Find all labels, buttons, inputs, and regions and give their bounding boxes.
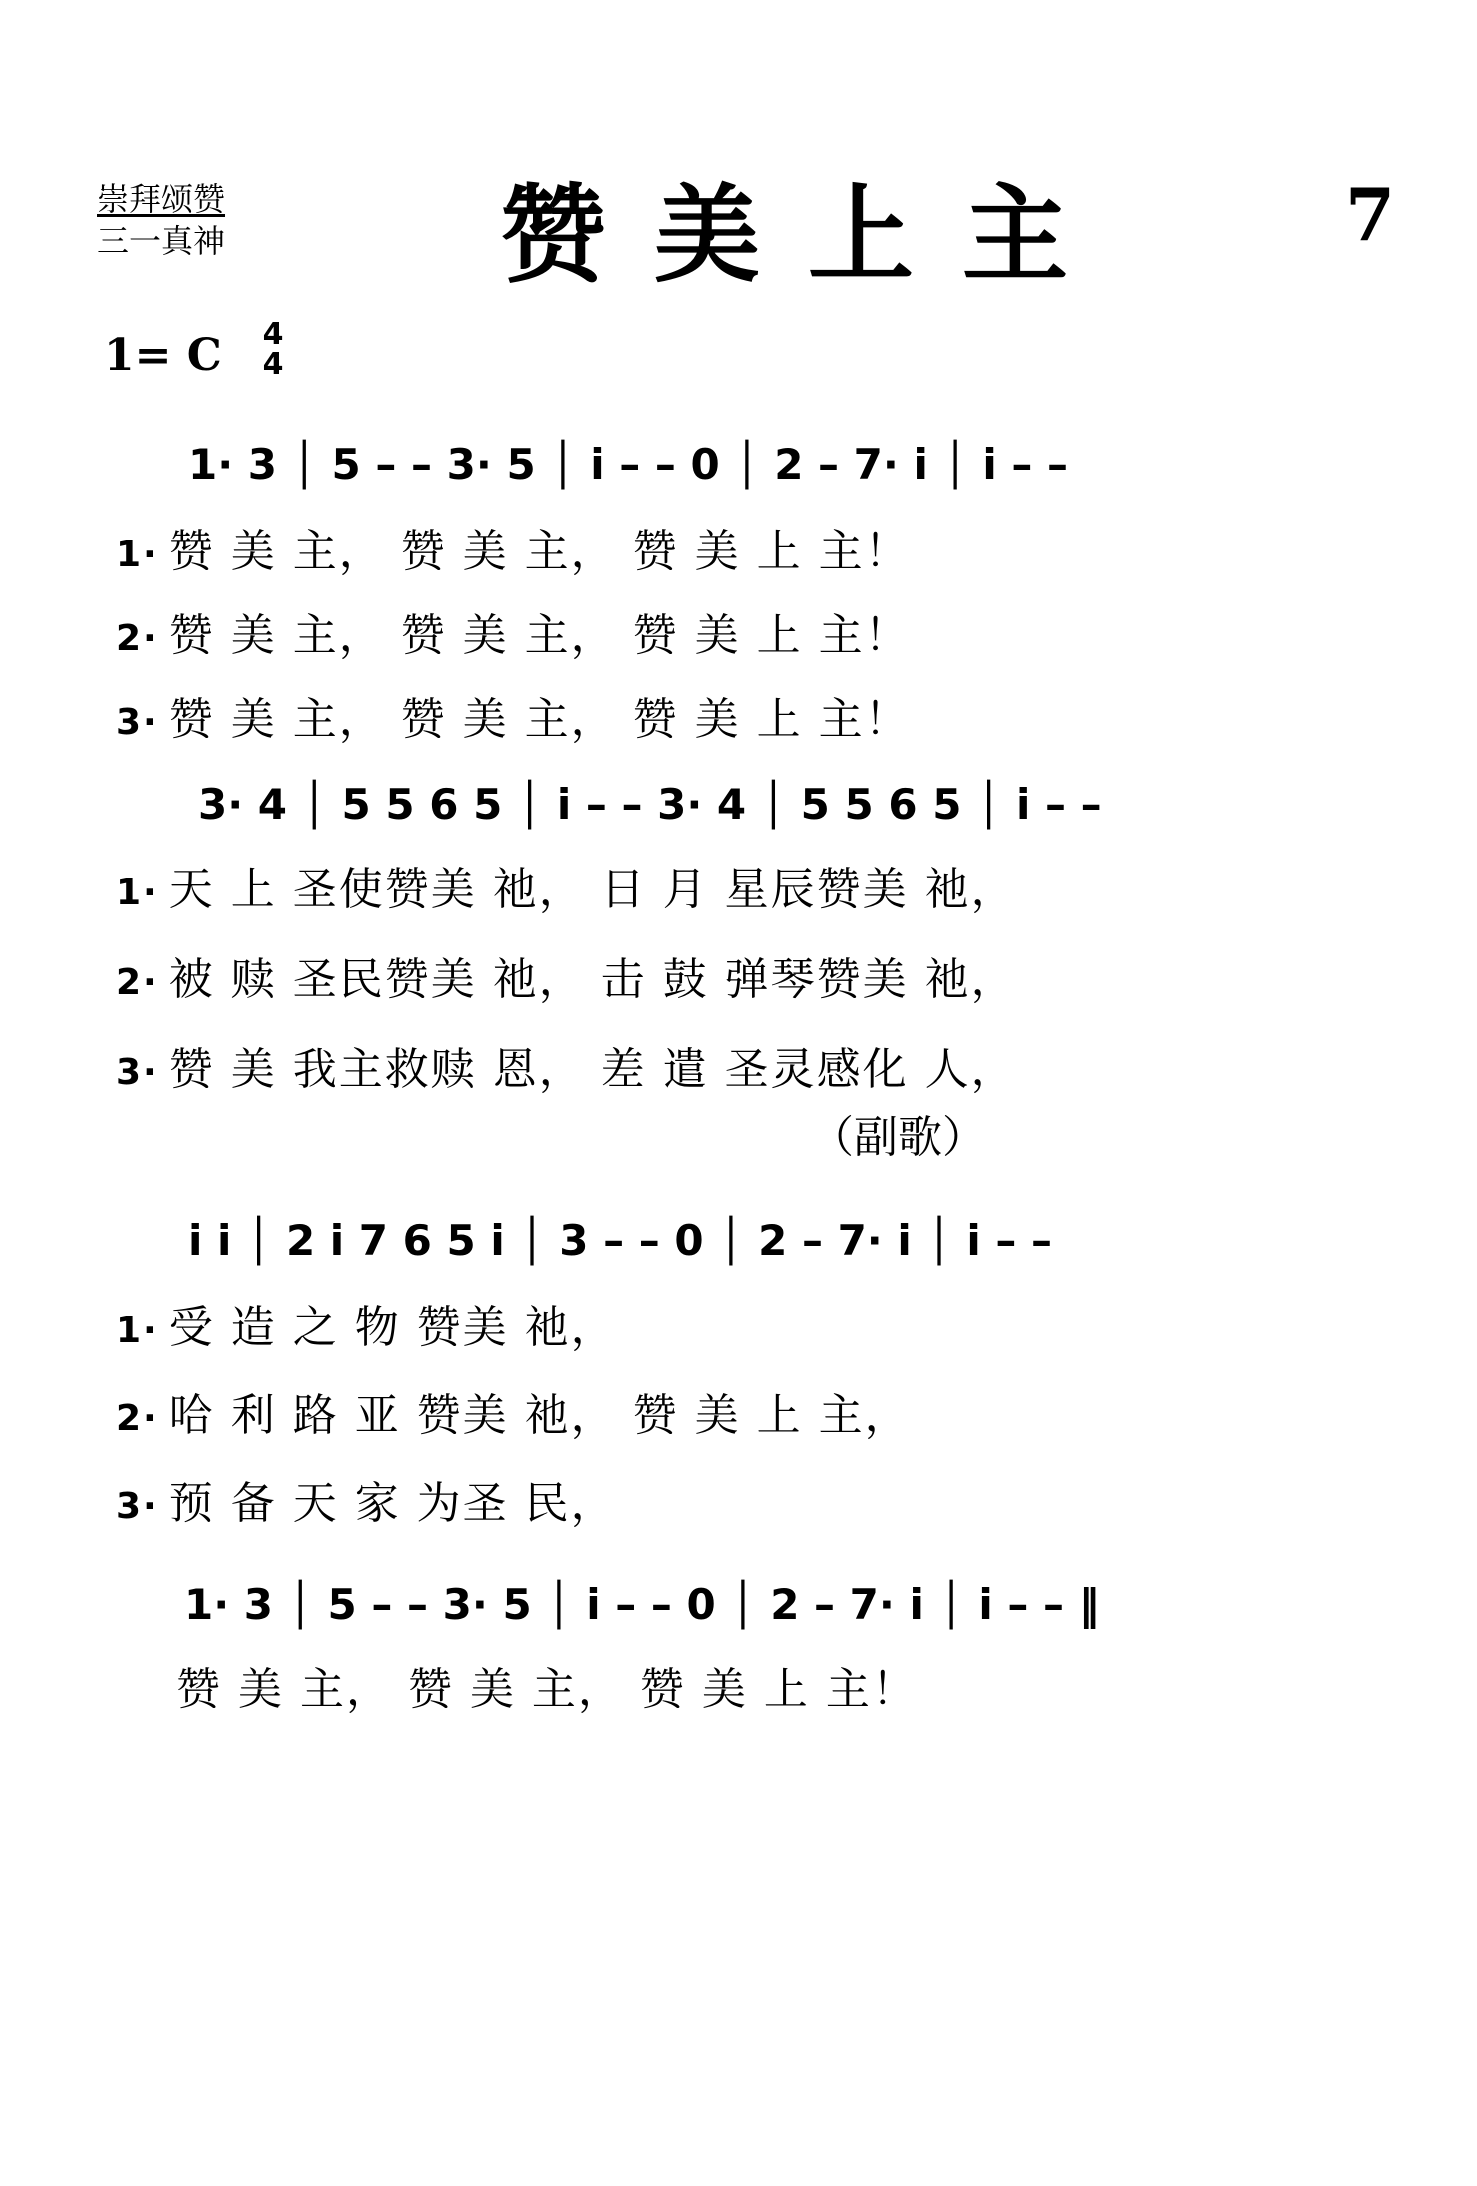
verse-number: 3· [116,1052,159,1093]
verse-number: 1· [116,872,159,913]
notation-line-3: i i │ 2 i 7 6 5 i │ 3 – – 0 │ 2 – 7· i │ i – – [188,1216,1052,1265]
lyric-text: 哈 利 路 亚 赞美 祂， 赞 美 上 主， [168,1390,911,1441]
notation-line-1: 1· 3 │ 5 – – 3· 5 │ i – – 0 │ 2 – 7· i │ i – – [188,440,1069,489]
lyric-text: 赞 美 主， 赞 美 主， 赞 美 上 主！ [168,610,911,661]
chorus-label: （副歌） [810,1112,986,1163]
notation-line-4: 1· 3 │ 5 – – 3· 5 │ i – – 0 │ 2 – 7· i │ i – – ‖ [184,1580,1100,1629]
verse-number: 2· [116,618,159,659]
verse-number: 3· [116,702,159,743]
lyric-text: 天 上 圣使赞美 祂， 日 月 星辰赞美 祂， [168,864,1017,915]
lyric-line [116,610,911,665]
lyric-line [116,1302,617,1357]
lyric-line [116,1044,1017,1099]
verse-number: 3· [116,1486,159,1527]
lyric-text: 赞 美 主， 赞 美 主， 赞 美 上 主！ [176,1664,918,1715]
lyric-text: 赞 美 主， 赞 美 主， 赞 美 上 主！ [168,694,911,745]
lyric-line [116,694,911,749]
lyric-text: 赞 美 我主救赎 恩， 差 遣 圣灵感化 人， [168,1044,1017,1095]
time-signature-numerator: 4 [262,317,284,352]
time-signature-denominator: 4 [262,347,284,382]
hymn-number: 7 [1345,172,1396,257]
category-line-2: 三一真神 [97,222,226,260]
verse-number: 1· [116,534,159,575]
lyric-line [116,526,911,581]
lyric-text: 受 造 之 物 赞美 祂， [168,1302,617,1353]
hymn-category [97,178,225,262]
lyric-text: 被 赎 圣民赞美 祂， 击 鼓 弹琴赞美 祂， [168,954,1017,1005]
verse-number: 1· [116,1310,159,1351]
key-signature: 1= C [104,330,222,381]
lyric-line [116,954,1017,1009]
lyric-line [116,1390,911,1445]
lyric-line [116,864,1017,919]
category-line-1: 崇拜颂赞 [97,180,226,218]
lyric-line [176,1664,918,1716]
verse-number: 2· [116,962,159,1003]
page-title: 赞美上主 [500,172,1116,297]
notation-line-2: 3· 4 │ 5 5 6 5 │ i – – 3· 4 │ 5 5 6 5 │ i – – [198,780,1102,829]
verse-number: 2· [116,1398,159,1439]
lyric-text: 赞 美 主， 赞 美 主， 赞 美 上 主！ [168,526,911,577]
lyric-line [116,1478,617,1533]
lyric-text: 预 备 天 家 为圣 民， [168,1478,617,1529]
time-signature [258,317,288,382]
